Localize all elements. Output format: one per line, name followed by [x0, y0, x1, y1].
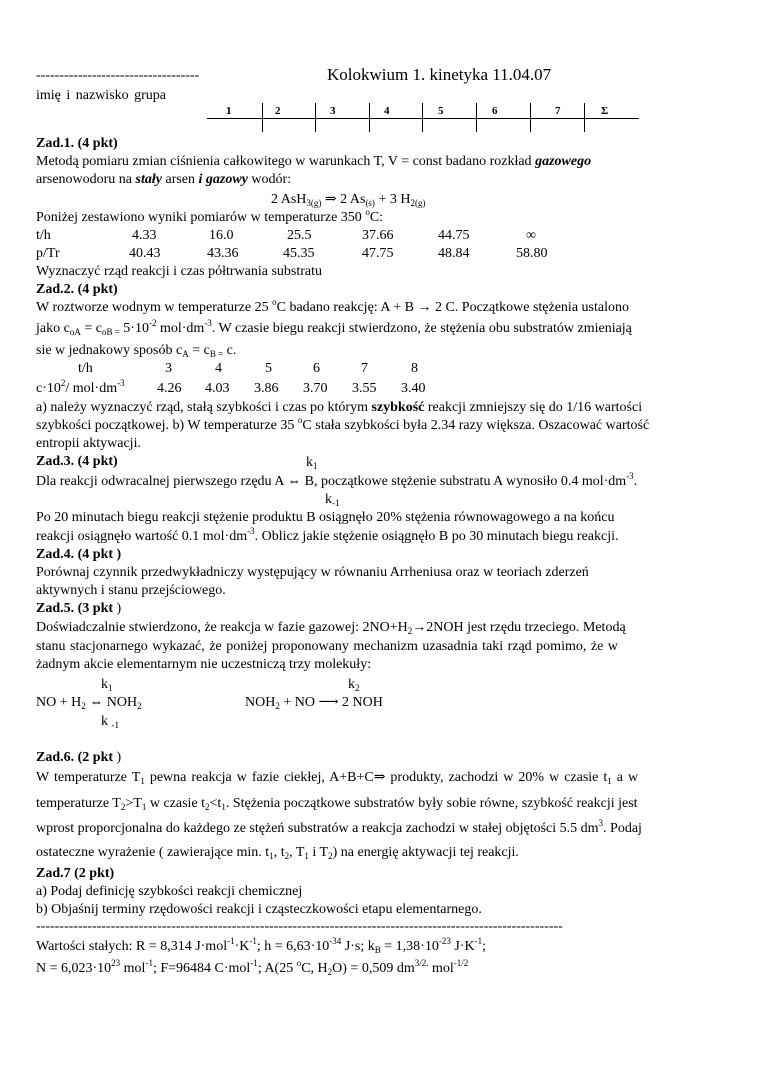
rate-constant-k1: $k_1$: [306, 455, 318, 471]
task7-line1: a) Podaj definicję szybkości reakcji chemicznej: [36, 884, 303, 899]
table-cell: 4.33: [132, 228, 157, 243]
grade-line: [207, 118, 639, 119]
task6-heading: Zad.6. (2 pkt ): [36, 750, 122, 765]
page-title: Kolokwium 1. kinetyka 11.04.07: [327, 65, 552, 84]
rate-constant-k-1: $k_{-1}$: [325, 492, 340, 508]
grade-col-4: 4: [384, 105, 390, 117]
task6-line2: temperaturze $T_2>T_1$ w czasie $t_2<t_1$. Stężenia początkowe substratów były sobie równe, szybkość reakcji jest: [36, 796, 638, 812]
grade-col-5: 5: [438, 105, 444, 117]
table-cell: 4.03: [205, 381, 230, 396]
grade-divider: [530, 103, 531, 132]
table-cell: 43.36: [207, 246, 239, 261]
table-cell: 3.86: [254, 381, 279, 396]
constants-line1: Wartości stałych: R = 8,314 $J\cdot mol^{-1}\cdot K^{-1}$; $h = 6,63\cdot 10^{-34}$ J·s; $k_B = 1,38\cdot 10^{-23}$ $J\cdot K^{-1}$;: [36, 936, 486, 955]
table-cell: 8: [411, 361, 418, 376]
table-cell: 58.80: [516, 246, 548, 261]
table-cell: ∞: [526, 228, 536, 243]
grade-col-6: 6: [492, 105, 498, 117]
task6-line4: ostateczne wyrażenie ( zawierające min. $t_1$, $t_2$, $T_1$ i $T_2$) na energię aktywacji tej reakcji.: [36, 845, 519, 861]
table-cell: 48.84: [438, 246, 470, 261]
table-cell: 16.0: [209, 228, 234, 243]
task6-line1: W temperaturze $T_1$ pewna reakcja w fazie ciekłej, A+B+C⇒ produkty, zachodzi w 20% w czasie $t_1$ a w: [36, 770, 639, 786]
task2-line5: a) należy wyznaczyć rząd, stałą szybkości i czas po którym szybkość reakcji zmniejszy się do 1/16 wartości: [36, 400, 643, 415]
grade-divider: [315, 103, 316, 132]
grade-divider: [262, 103, 263, 132]
task1-line2: arsenowodoru na stały arsen i gazowy wodór:: [36, 172, 292, 187]
task3-line2: Po 20 minutach biegu reakcji stężenie produktu B osiągnęło 20% stężenia równowagowego a na końcu: [36, 510, 615, 525]
task1-line1: Metodą pomiaru zmian ciśnienia całkowitego w warunkach T, V = const badano rozkład gazowego: [36, 154, 592, 169]
table-cell: 3.70: [303, 381, 328, 396]
grade-divider: [422, 103, 423, 132]
task2-line2: jako $c_{oA} = c_{oB =}$ $5\cdot 10^{-2}$ $mol\cdot dm^{-3}$. W czasie biegu reakcji stwierdzono, że stężenia obu substratów zmieniają: [36, 318, 632, 337]
table-cell: 6: [313, 361, 320, 376]
table-cell: 5: [265, 361, 272, 376]
table-cell: 3.55: [352, 381, 377, 396]
task7-line2: b) Objaśnij terminy rzędowości reakcji i cząsteczkowości etapu elementarnego.: [36, 902, 482, 917]
name-label: imię i nazwisko grupa: [36, 88, 167, 103]
constants-line2: $N = 6,023\cdot 10^{23}$ mol$^{-1}$; F=96484 C·mol$^{-1}$; A(25 $^o$C, $H_2O) = 0,509$ $dm^{3/2.}$ mol$^{-1/2}$: [36, 958, 469, 977]
name-dashes: -----------------------------------: [36, 68, 200, 83]
grade-col-sum: Σ: [601, 105, 609, 117]
task1-line4: Wyznaczyć rząd reakcji i czas półtrwania substratu: [36, 264, 323, 279]
table-cell: p/Tr: [36, 246, 60, 261]
task2-line3: sie w jednakowy sposób $c_A = c_{B =}$ c.: [36, 343, 237, 359]
table-cell: 44.75: [438, 228, 470, 243]
table-cell: 37.66: [362, 228, 394, 243]
table-row-label: $c\cdot 10^2/$ $mol\cdot dm^{-3}$: [36, 378, 125, 396]
task3-line3: reakcji osiągnęło wartość 0.1 $mol\cdot dm^{-3}$. Oblicz jakie stężenie osiągnęło B po 30 minutach biegu reakcji.: [36, 526, 619, 544]
task7-heading: Zad.7 (2 pkt): [36, 866, 115, 881]
task4-line2: aktywnych i stanu przejściowego.: [36, 583, 226, 598]
table-cell: t/h: [78, 361, 93, 376]
mechanism-step1: NO + $H_2$ ⇔ $NOH_2$: [36, 695, 142, 711]
grade-divider: [584, 103, 585, 132]
grade-col-1: 1: [226, 105, 232, 117]
footer-dashes: -----------------------------------------------------------------------------------------------------------------: [36, 919, 563, 934]
task5-line3: żadnym akcie elementarnym nie uczestniczą trzy molekuły:: [36, 657, 372, 672]
task4-heading: Zad.4. (4 pkt ): [36, 547, 122, 562]
task1-line3: Poniżej zestawiono wyniki pomiarów w temperaturze 350 $^o$C:: [36, 207, 384, 225]
grade-col-7: 7: [555, 105, 561, 117]
table-cell: 47.75: [362, 246, 394, 261]
task6-line3: wprost proporcjonalna do każdego ze stężeń substratów a reakcja zachodzi w stałej objętości 5.5 $dm^3$. Podaj: [36, 818, 642, 836]
grade-divider: [476, 103, 477, 132]
task1-equation: 2 AsH$_{3(g)}$ ⇒ 2 $As_{(s)} + 3$ $H_{2(g)}$: [271, 192, 426, 208]
task4-line1: Porównaj czynnik przedwykładniczy występujący w równaniu Arrheniusa oraz w teoriach zderzeń: [36, 565, 589, 580]
table-cell: 4.26: [157, 381, 182, 396]
task5-heading: Zad.5. (3 pkt ): [36, 601, 122, 616]
table-cell: 3.40: [401, 381, 426, 396]
task3-heading: Zad.3. (4 pkt): [36, 454, 118, 469]
task2-line7: entropii aktywacji.: [36, 436, 141, 451]
mechanism-step2: $NOH_2$ + NO ⟶ 2 NOH: [245, 695, 383, 711]
grade-col-2: 2: [275, 105, 281, 117]
mechanism-k2: $k_2$: [348, 677, 360, 693]
task2-line1: W roztworze wodnym w temperaturze 25 $^o$C badano reakcję: A + B → 2 C. Początkowe stężenia ustalono: [36, 297, 629, 315]
task5-line2: stanu stacjonarnego wykazać, że poniżej proponowany mechanizm uzasadnia taki rząd pomimo, że w: [36, 639, 618, 654]
grade-col-3: 3: [330, 105, 336, 117]
task2-heading: Zad.2. (4 pkt): [36, 282, 118, 297]
table-cell: t/h: [36, 228, 51, 243]
table-cell: 3: [165, 361, 172, 376]
table-cell: 40.43: [129, 246, 161, 261]
grade-divider: [369, 103, 370, 132]
table-cell: 25.5: [287, 228, 312, 243]
mechanism-k1: $k_1$: [101, 677, 113, 693]
task1-heading: Zad.1. (4 pkt): [36, 136, 118, 151]
table-cell: 4: [215, 361, 222, 376]
task3-line1: Dla reakcji odwracalnej pierwszego rzędu A ⇔ B, początkowe stężenie substratu A wynosiło 0.4 $mol\cdot dm^{-3}$.: [36, 471, 638, 489]
table-cell: 7: [361, 361, 368, 376]
task2-line6: szybkości początkowej. b) W temperaturze 35 $^o$C stała szybkości była 2.34 razy większa. Oszacować wartość: [36, 415, 650, 433]
table-cell: 45.35: [283, 246, 315, 261]
task5-line1: Doświadczalnie stwierdzono, że reakcja w fazie gazowej: $2NO+H_2\to 2NOH$ jest rzędu trzeciego. Metodą: [36, 620, 626, 636]
mechanism-k-1: k $_{-1}$: [101, 714, 119, 730]
